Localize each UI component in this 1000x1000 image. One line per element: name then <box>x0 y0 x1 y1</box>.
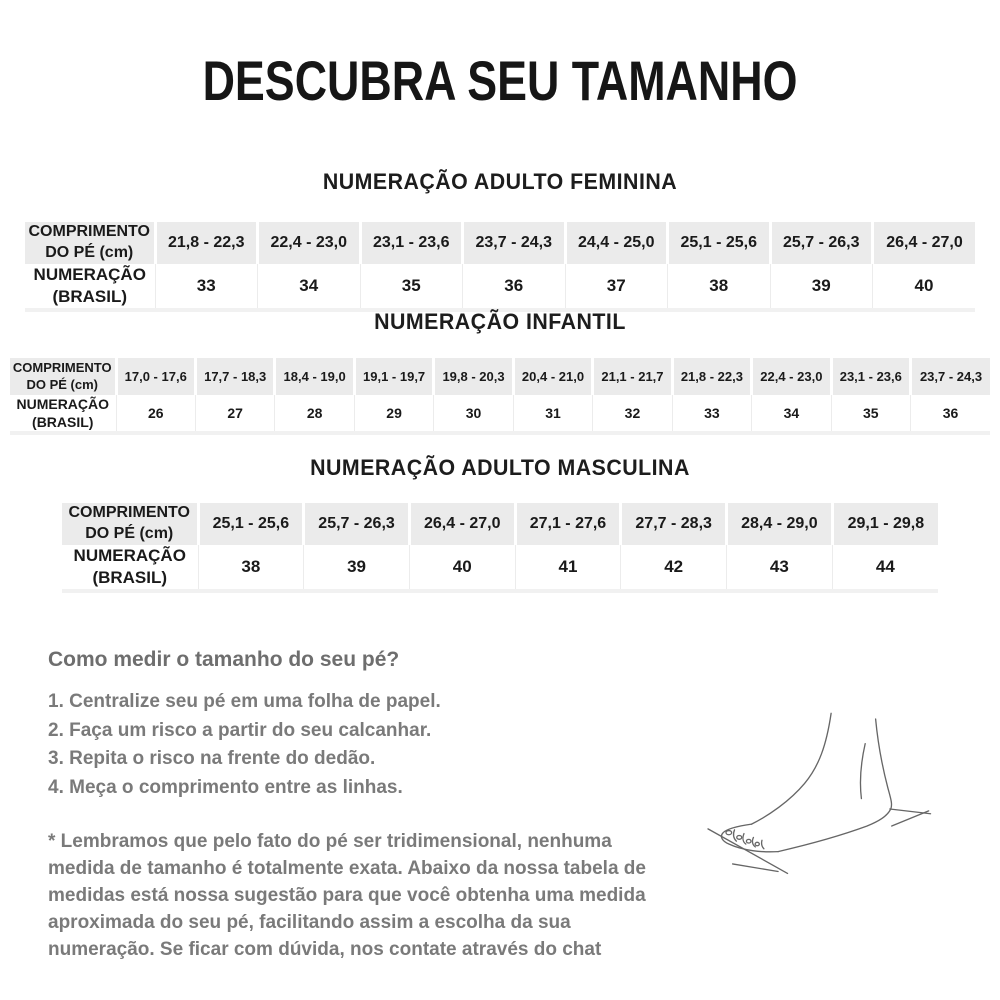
size-cell: 40 <box>873 264 976 310</box>
length-row <box>62 503 938 545</box>
length-cell: 26,4 - 27,0 <box>409 503 515 545</box>
size-row <box>62 545 938 591</box>
note-text: * Lembramos que pelo fato do pé ser tridimensional, nenhuma medida de tamanho é totalmente exata. Abaixo da nossa tabela de medidas está nossa sugestão para que você obtenha uma medida aproximada do seu pé, facilitando assim a escolha da sua numeração. Se ficar com dúvida, nos contate através do chat <box>48 831 646 960</box>
howto-steps <box>48 688 663 802</box>
length-cell: 25,7 - 26,3 <box>304 503 410 545</box>
row-label-size: NUMERAÇÃO (BRASIL) <box>62 545 198 591</box>
size-cell: 35 <box>831 395 910 433</box>
size-cell: 33 <box>672 395 751 433</box>
size-cell: 27 <box>195 395 274 433</box>
length-row <box>25 222 975 264</box>
length-cell: 27,7 - 28,3 <box>621 503 727 545</box>
length-cell: 23,7 - 24,3 <box>463 222 566 264</box>
size-cell: 39 <box>304 545 410 591</box>
row-label-length: COMPRIMENTO DO PÉ (cm) <box>25 222 155 264</box>
size-cell: 39 <box>770 264 873 310</box>
step-item: 3. Repita o risco na frente do dedão. <box>48 748 376 769</box>
length-cell: 29,1 - 29,8 <box>832 503 938 545</box>
length-cell: 21,8 - 22,3 <box>672 358 751 395</box>
section-heading-infantil: NUMERAÇÃO INFANTIL <box>374 309 626 334</box>
size-cell: 42 <box>621 545 727 591</box>
size-cell: 36 <box>463 264 566 310</box>
length-cell: 18,4 - 19,0 <box>275 358 354 395</box>
size-cell: 38 <box>668 264 771 310</box>
howto-section <box>48 648 663 964</box>
length-cell: 25,7 - 26,3 <box>770 222 873 264</box>
size-cell: 26 <box>116 395 195 433</box>
length-row <box>10 358 990 395</box>
size-cell: 36 <box>911 395 990 433</box>
size-cell: 35 <box>360 264 463 310</box>
length-cell: 28,4 - 29,0 <box>727 503 833 545</box>
length-cell: 22,4 - 23,0 <box>752 358 831 395</box>
size-table-masculina <box>62 503 938 593</box>
section-heading-feminina: NUMERAÇÃO ADULTO FEMININA <box>322 169 678 194</box>
length-cell: 23,1 - 23,6 <box>831 358 910 395</box>
size-cell: 28 <box>275 395 354 433</box>
row-label-size: NUMERAÇÃO (BRASIL) <box>10 395 116 433</box>
length-cell: 25,1 - 25,6 <box>198 503 304 545</box>
length-cell: 19,1 - 19,7 <box>354 358 433 395</box>
foot-sketch-illustration <box>672 658 994 924</box>
page-title: DESCUBRA SEU TAMANHO <box>202 49 798 112</box>
length-cell: 17,7 - 18,3 <box>195 358 274 395</box>
size-cell: 38 <box>198 545 304 591</box>
step-item: 2. Faça um risco a partir do seu calcanhar. <box>48 719 432 741</box>
size-cell: 34 <box>752 395 831 433</box>
howto-heading: Como medir o tamanho do seu pé? <box>48 648 400 671</box>
size-cell: 29 <box>354 395 433 433</box>
size-cell: 32 <box>593 395 672 433</box>
length-cell: 17,0 - 17,6 <box>116 358 195 395</box>
size-row <box>25 264 975 310</box>
length-cell: 20,4 - 21,0 <box>513 358 592 395</box>
size-cell: 31 <box>513 395 592 433</box>
length-cell: 23,1 - 23,6 <box>360 222 463 264</box>
length-cell: 22,4 - 23,0 <box>258 222 361 264</box>
size-cell: 30 <box>434 395 513 433</box>
size-cell: 33 <box>155 264 258 310</box>
length-cell: 23,7 - 24,3 <box>911 358 990 395</box>
size-row <box>10 395 990 433</box>
section-heading-masculina: NUMERAÇÃO ADULTO MASCULINA <box>310 455 690 480</box>
length-cell: 26,4 - 27,0 <box>873 222 976 264</box>
size-cell: 43 <box>727 545 833 591</box>
row-label-length: COMPRIMENTO DO PÉ (cm) <box>62 503 198 545</box>
length-cell: 21,1 - 21,7 <box>593 358 672 395</box>
step-item: 4. Meça o comprimento entre as linhas. <box>48 776 403 798</box>
size-table-infantil <box>10 358 990 435</box>
length-cell: 27,1 - 27,6 <box>515 503 621 545</box>
size-cell: 34 <box>258 264 361 310</box>
size-cell: 44 <box>832 545 938 591</box>
row-label-length: COMPRIMENTO DO PÉ (cm) <box>10 358 116 395</box>
size-cell: 41 <box>515 545 621 591</box>
size-cell: 40 <box>409 545 515 591</box>
size-table-feminina <box>25 222 975 312</box>
size-cell: 37 <box>565 264 668 310</box>
length-cell: 25,1 - 25,6 <box>668 222 771 264</box>
step-item: 1. Centralize seu pé em uma folha de papel. <box>48 691 441 712</box>
length-cell: 21,8 - 22,3 <box>155 222 258 264</box>
length-cell: 19,8 - 20,3 <box>434 358 513 395</box>
row-label-size: NUMERAÇÃO (BRASIL) <box>25 264 155 310</box>
length-cell: 24,4 - 25,0 <box>565 222 668 264</box>
